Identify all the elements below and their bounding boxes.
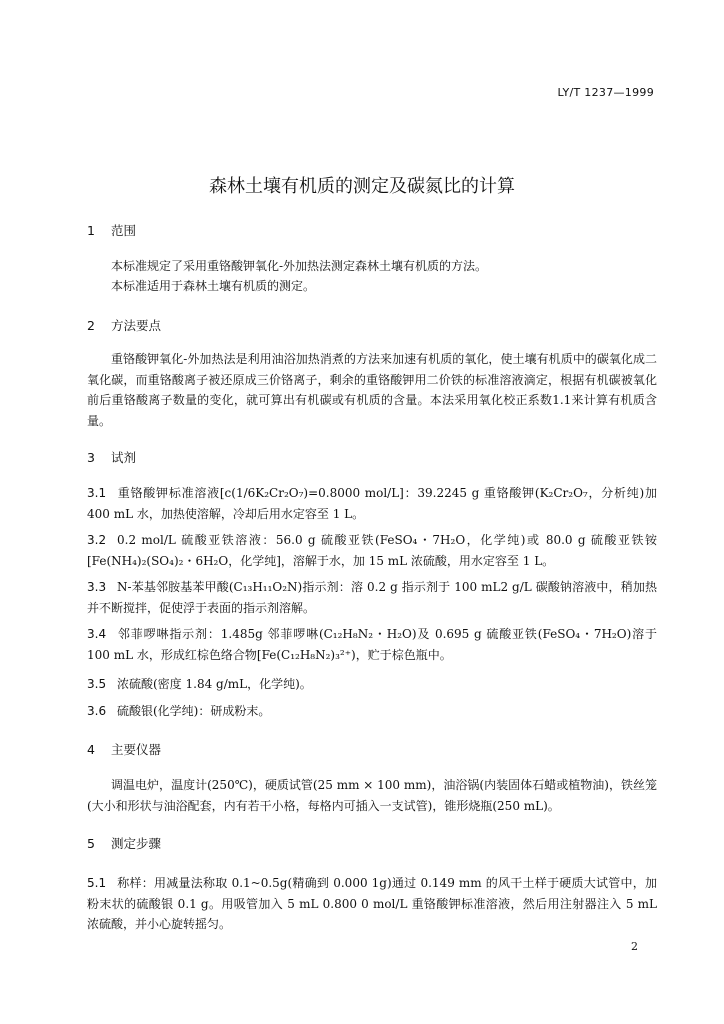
scope-paragraph-2: 本标准适用于森林土壤有机质的测定。: [111, 279, 316, 293]
section-heading-scope: [87, 221, 136, 239]
section-title: 试剂: [110, 450, 136, 465]
reagent-number: 3.1: [87, 486, 107, 500]
step-item: [87, 873, 657, 935]
section-number: 5: [87, 836, 95, 851]
section-title: 范围: [110, 223, 136, 238]
page-title: 森林土壤有机质的测定及碳氮比的计算: [209, 176, 515, 198]
section-heading-reagents: [87, 448, 136, 466]
reagent-number: 3.3: [87, 580, 107, 594]
section-heading-method: [87, 316, 161, 334]
section-number: 4: [87, 742, 95, 757]
reagent-text: 重铬酸钾标准溶液[c(1/6K₂Cr₂O₇)=0.8000 mol/L]：39.2245 g 重铬酸钾(K₂Cr₂O₇，分析纯)加 400 mL 水，加热使溶解，冷却后用水定容至 1 L。: [87, 486, 657, 521]
reagent-item: [87, 674, 657, 695]
step-text: 称样：用减量法称取 0.1~0.5g(精确到 0.000 1g)通过 0.149 mm 的风干土样于硬质大试管中，加粉末状的硫酸银 0.1 g。用吸管加入 5 mL 0.800 0 mol/L 重铬酸钾标准溶液，然后用注射器注入 5 mL 浓硫酸，并小心旋转摇匀。: [87, 876, 657, 931]
section-number: 1: [87, 223, 95, 238]
standard-code: LY/T 1237—1999: [557, 86, 654, 99]
section-title: 测定步骤: [110, 836, 161, 851]
reagent-number: 3.6: [87, 704, 107, 718]
section-heading-steps: [87, 834, 161, 852]
reagent-number: 3.5: [87, 677, 107, 691]
section-title: 方法要点: [110, 318, 161, 333]
section-number: 3: [87, 450, 95, 465]
reagent-text: 0.2 mol/L 硫酸亚铁溶液：56.0 g 硫酸亚铁(FeSO₄・7H₂O，化学纯)或 80.0 g 硫酸亚铁铵[Fe(NH₄)₂(SO₄)₂・6H₂O，化学纯]，溶解于水，加 15 mL 浓硫酸，用水定容至 1 L。: [87, 533, 657, 568]
reagent-number: 3.4: [87, 627, 107, 641]
section-heading-instruments: [87, 740, 161, 758]
page-number: 2: [631, 940, 638, 953]
reagent-text: 邻菲啰啉指示剂：1.485g 邻菲啰啉(C₁₂H₈N₂・H₂O)及 0.695 g 硫酸亚铁(FeSO₄・7H₂O)溶于 100 mL 水，形成红棕色络合物[Fe(C₁₂H₈N₂)₃²⁺)，贮于棕色瓶中。: [87, 627, 657, 662]
step-number: 5.1: [87, 876, 107, 890]
reagent-item: [87, 530, 657, 571]
instruments-paragraph: 调温电炉，温度计(250℃)，硬质试管(25 mm × 100 mm)，油浴锅(内装固体石蜡或植物油)，铁丝笼(大小和形状与油浴配套，内有若干小格，每格内可插入一支试管)，锥形烧瓶(250 mL)。: [87, 778, 657, 813]
reagent-text: 浓硫酸(密度 1.84 g/mL，化学纯)。: [117, 677, 312, 691]
reagent-number: 3.2: [87, 533, 107, 547]
reagent-item: [87, 624, 657, 665]
section-title: 主要仪器: [110, 742, 161, 757]
reagent-item: [87, 577, 657, 618]
reagent-item: [87, 701, 657, 722]
method-paragraph: 重铬酸钾氧化-外加热法是利用油浴加热消煮的方法来加速有机质的氧化，使土壤有机质中的碳氧化成二氧化碳，而重铬酸离子被还原成三价铬离子，剩余的重铬酸钾用二价铁的标准溶液滴定，根据有机碳被氧化前后重铬酸离子数量的变化，就可算出有机碳或有机质的含量。本法采用氧化校正系数1.1来计算有机质含量。: [87, 352, 657, 428]
reagent-text: 硫酸银(化学纯)：研成粉末。: [117, 704, 271, 718]
section-number: 2: [87, 318, 95, 333]
scope-paragraph-1: 本标准规定了采用重铬酸钾氧化-外加热法测定森林土壤有机质的方法。: [111, 259, 488, 273]
reagent-text: N-苯基邻胺基苯甲酸(C₁₃H₁₁O₂N)指示剂：溶 0.2 g 指示剂于 100 mL2 g/L 碳酸钠溶液中，稍加热并不断搅拌，促使浮于表面的指示剂溶解。: [87, 580, 657, 615]
reagent-item: [87, 483, 657, 524]
